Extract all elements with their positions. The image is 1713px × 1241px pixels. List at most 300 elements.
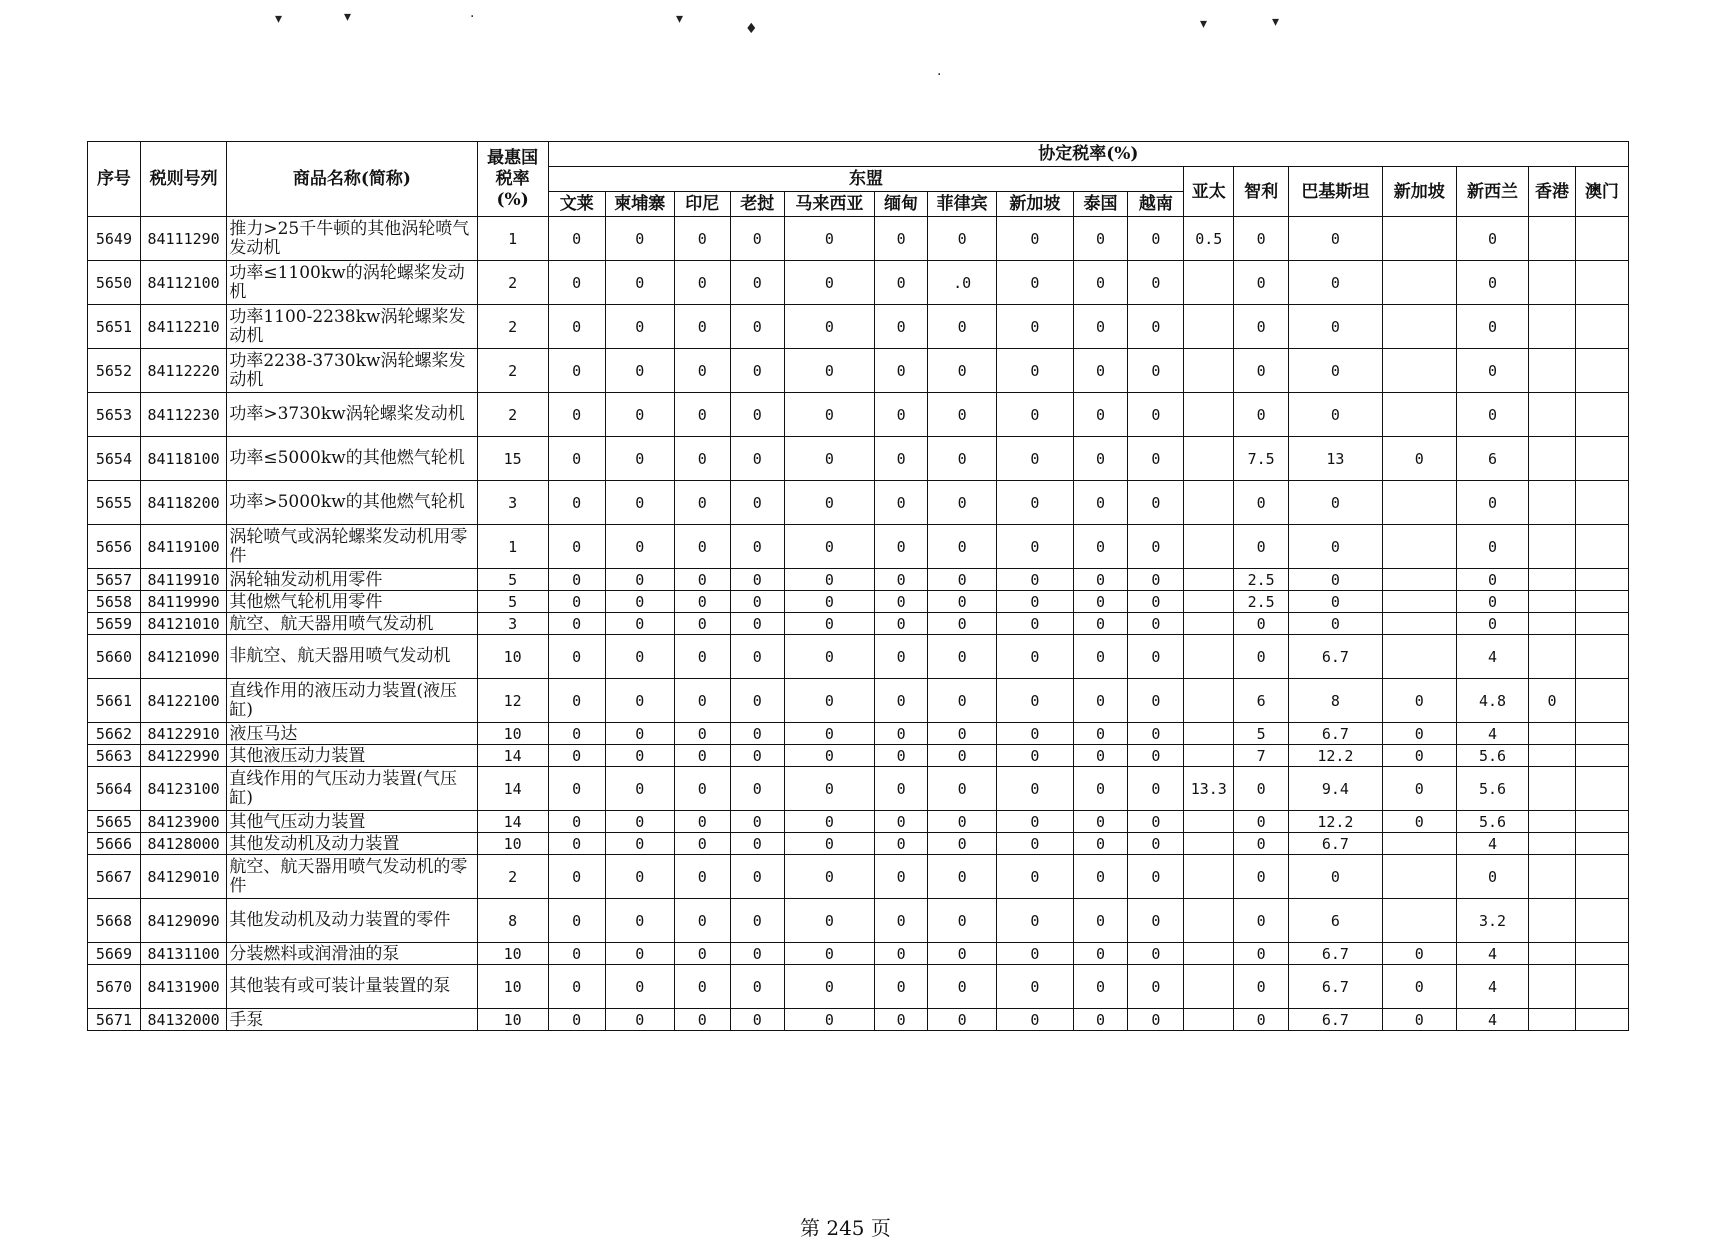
row-other-rate: 0: [1456, 261, 1528, 305]
header-asean-member: 马来西亚: [784, 192, 875, 217]
row-other-rate: [1575, 437, 1628, 481]
row-asean-rate: 0: [928, 723, 997, 745]
row-asean-rate: 0: [997, 635, 1073, 679]
row-asean-rate: 0: [784, 767, 875, 811]
row-name: 涡轮喷气或涡轮螺桨发动机用零件: [227, 525, 477, 569]
row-asean-rate: 0: [784, 679, 875, 723]
row-asean-rate: 0: [730, 1009, 784, 1031]
row-other-rate: 0: [1289, 349, 1383, 393]
row-other-rate: [1575, 943, 1628, 965]
row-asean-rate: 0: [875, 745, 928, 767]
row-code: 84123900: [140, 811, 226, 833]
row-asean-rate: 0: [875, 437, 928, 481]
row-asean-rate: 0: [1073, 569, 1128, 591]
row-asean-rate: 0: [548, 745, 605, 767]
row-asean-rate: 0: [548, 1009, 605, 1031]
row-other-rate: 5.6: [1456, 745, 1528, 767]
row-asean-rate: 0: [674, 305, 730, 349]
row-other-rate: [1184, 261, 1234, 305]
header-asean-member: 菲律宾: [928, 192, 997, 217]
row-other-rate: [1529, 811, 1576, 833]
row-asean-rate: 0: [674, 569, 730, 591]
row-name: 功率>3730kw涡轮螺桨发动机: [227, 393, 477, 437]
row-asean-rate: 0: [1128, 811, 1184, 833]
row-other-rate: 0: [1289, 569, 1383, 591]
row-asean-rate: 0: [730, 833, 784, 855]
row-other-rate: [1575, 635, 1628, 679]
table-row: [88, 635, 1629, 679]
row-seq: 5654: [88, 437, 141, 481]
scan-speck: ▾: [676, 11, 684, 27]
row-name: 功率≤5000kw的其他燃气轮机: [227, 437, 477, 481]
row-asean-rate: 0: [674, 481, 730, 525]
row-asean-rate: 0: [605, 613, 674, 635]
row-asean-rate: 0: [548, 811, 605, 833]
row-code: 84118200: [140, 481, 226, 525]
row-other-rate: [1575, 899, 1628, 943]
row-asean-rate: 0: [605, 679, 674, 723]
row-asean-rate: 0: [674, 745, 730, 767]
row-other-rate: 2.5: [1234, 591, 1289, 613]
row-other-rate: [1184, 481, 1234, 525]
row-seq: 5665: [88, 811, 141, 833]
row-asean-rate: 0: [730, 723, 784, 745]
table-row: [88, 965, 1629, 1009]
row-asean-rate: 0: [997, 745, 1073, 767]
row-code: 84119990: [140, 591, 226, 613]
row-asean-rate: 0: [1073, 261, 1128, 305]
row-code: 84118100: [140, 437, 226, 481]
row-seq: 5657: [88, 569, 141, 591]
row-other-rate: [1382, 349, 1456, 393]
row-other-rate: [1575, 261, 1628, 305]
row-asean-rate: 0: [730, 569, 784, 591]
row-seq: 5671: [88, 1009, 141, 1031]
row-other-rate: [1382, 217, 1456, 261]
row-other-rate: [1184, 833, 1234, 855]
row-code: 84119910: [140, 569, 226, 591]
row-asean-rate: 0: [674, 635, 730, 679]
row-name: 涡轮轴发动机用零件: [227, 569, 477, 591]
row-asean-rate: 0: [1073, 679, 1128, 723]
table-row: [88, 899, 1629, 943]
row-asean-rate: 0: [1128, 943, 1184, 965]
row-name: 其他燃气轮机用零件: [227, 591, 477, 613]
row-other-rate: 0: [1456, 305, 1528, 349]
row-name: 直线作用的气压动力装置(气压缸): [227, 767, 477, 811]
header-mfn: [477, 142, 548, 217]
row-seq: 5670: [88, 965, 141, 1009]
row-other-rate: 4: [1456, 833, 1528, 855]
row-other-rate: 0: [1234, 349, 1289, 393]
row-asean-rate: 0: [730, 481, 784, 525]
row-other-rate: [1529, 965, 1576, 1009]
row-other-rate: 6.7: [1289, 943, 1383, 965]
row-asean-rate: 0: [548, 767, 605, 811]
row-asean-rate: 0: [730, 965, 784, 1009]
row-other-rate: 0: [1234, 833, 1289, 855]
row-other-rate: 0: [1289, 525, 1383, 569]
row-asean-rate: 0: [875, 635, 928, 679]
row-asean-rate: 0: [674, 943, 730, 965]
row-mfn-rate: 2: [477, 393, 548, 437]
row-asean-rate: 0: [1073, 305, 1128, 349]
row-other-rate: [1382, 833, 1456, 855]
table-row: [88, 349, 1629, 393]
row-asean-rate: 0: [548, 305, 605, 349]
header-other: 智利: [1234, 167, 1289, 217]
row-asean-rate: 0: [997, 393, 1073, 437]
row-seq: 5664: [88, 767, 141, 811]
row-other-rate: [1575, 811, 1628, 833]
row-asean-rate: 0: [928, 613, 997, 635]
row-other-rate: [1529, 723, 1576, 745]
row-mfn-rate: 10: [477, 943, 548, 965]
row-other-rate: 0: [1234, 943, 1289, 965]
table-row: [88, 833, 1629, 855]
row-code: 84122100: [140, 679, 226, 723]
row-asean-rate: 0: [997, 261, 1073, 305]
row-asean-rate: 0: [730, 635, 784, 679]
row-other-rate: [1529, 217, 1576, 261]
row-mfn-rate: 5: [477, 591, 548, 613]
row-asean-rate: 0: [674, 261, 730, 305]
row-asean-rate: 0: [875, 305, 928, 349]
row-asean-rate: 0: [730, 679, 784, 723]
row-asean-rate: 0: [1128, 723, 1184, 745]
table-row: [88, 767, 1629, 811]
row-other-rate: 0: [1234, 635, 1289, 679]
table-row: [88, 811, 1629, 833]
row-asean-rate: 0: [1073, 965, 1128, 1009]
row-asean-rate: 0: [674, 613, 730, 635]
row-asean-rate: 0: [548, 635, 605, 679]
row-asean-rate: 0: [784, 833, 875, 855]
row-asean-rate: 0: [1128, 393, 1184, 437]
row-seq: 5650: [88, 261, 141, 305]
row-asean-rate: 0: [548, 591, 605, 613]
row-asean-rate: 0: [1128, 613, 1184, 635]
header-asean-member: 老挝: [730, 192, 784, 217]
row-asean-rate: 0: [997, 349, 1073, 393]
row-code: 84123100: [140, 767, 226, 811]
row-other-rate: [1529, 481, 1576, 525]
row-other-rate: [1184, 679, 1234, 723]
row-other-rate: 0: [1289, 393, 1383, 437]
row-asean-rate: 0: [875, 569, 928, 591]
row-asean-rate: 0: [784, 745, 875, 767]
row-asean-rate: 0: [997, 767, 1073, 811]
row-asean-rate: 0: [875, 943, 928, 965]
row-mfn-rate: 2: [477, 305, 548, 349]
row-name: 推力>25千牛顿的其他涡轮喷气发动机: [227, 217, 477, 261]
row-other-rate: [1575, 965, 1628, 1009]
row-other-rate: 5.6: [1456, 767, 1528, 811]
row-other-rate: 0: [1456, 349, 1528, 393]
row-other-rate: [1184, 745, 1234, 767]
row-other-rate: 6.7: [1289, 1009, 1383, 1031]
row-other-rate: [1382, 525, 1456, 569]
row-asean-rate: 0: [997, 855, 1073, 899]
row-asean-rate: 0: [997, 613, 1073, 635]
row-asean-rate: 0: [605, 811, 674, 833]
row-asean-rate: 0: [730, 525, 784, 569]
scan-speck: ▾: [275, 11, 283, 27]
row-other-rate: 0: [1529, 679, 1576, 723]
row-code: 84112100: [140, 261, 226, 305]
row-mfn-rate: 5: [477, 569, 548, 591]
row-other-rate: 0: [1382, 943, 1456, 965]
row-other-rate: 0: [1382, 679, 1456, 723]
row-other-rate: [1184, 811, 1234, 833]
row-asean-rate: 0: [548, 525, 605, 569]
row-asean-rate: 0: [605, 855, 674, 899]
row-mfn-rate: 3: [477, 613, 548, 635]
row-asean-rate: 0: [997, 569, 1073, 591]
row-other-rate: [1382, 591, 1456, 613]
row-asean-rate: 0: [928, 305, 997, 349]
row-asean-rate: 0: [928, 679, 997, 723]
row-asean-rate: 0: [1073, 525, 1128, 569]
row-other-rate: 0: [1382, 1009, 1456, 1031]
scan-speck: ·: [470, 9, 475, 25]
row-asean-rate: 0: [875, 767, 928, 811]
scan-speck: ·: [937, 67, 942, 83]
row-asean-rate: 0: [1128, 635, 1184, 679]
row-asean-rate: 0: [1128, 899, 1184, 943]
row-asean-rate: 0: [784, 569, 875, 591]
table-row: [88, 723, 1629, 745]
row-other-rate: [1529, 855, 1576, 899]
row-asean-rate: 0: [875, 833, 928, 855]
row-asean-rate: 0: [1128, 437, 1184, 481]
row-asean-rate: 0: [928, 481, 997, 525]
row-other-rate: 0: [1382, 811, 1456, 833]
row-other-rate: [1529, 833, 1576, 855]
row-asean-rate: 0: [997, 305, 1073, 349]
row-asean-rate: 0: [784, 613, 875, 635]
scan-speck: ▾: [344, 9, 352, 25]
scan-speck: ▾: [1272, 14, 1280, 30]
row-asean-rate: 0: [605, 943, 674, 965]
row-mfn-rate: 14: [477, 767, 548, 811]
row-asean-rate: 0: [1073, 349, 1128, 393]
row-asean-rate: 0: [997, 943, 1073, 965]
row-asean-rate: 0: [928, 1009, 997, 1031]
row-asean-rate: 0: [997, 899, 1073, 943]
row-asean-rate: 0: [928, 349, 997, 393]
row-other-rate: [1382, 393, 1456, 437]
row-other-rate: [1575, 481, 1628, 525]
row-other-rate: [1184, 569, 1234, 591]
row-other-rate: 0: [1456, 393, 1528, 437]
row-other-rate: 9.4: [1289, 767, 1383, 811]
row-other-rate: [1575, 591, 1628, 613]
row-asean-rate: 0: [605, 635, 674, 679]
row-asean-rate: 0: [928, 393, 997, 437]
scan-speck: ▾: [1200, 16, 1208, 32]
row-other-rate: [1382, 481, 1456, 525]
row-mfn-rate: 14: [477, 811, 548, 833]
row-asean-rate: 0: [1128, 261, 1184, 305]
row-other-rate: 4: [1456, 965, 1528, 1009]
row-other-rate: 4: [1456, 1009, 1528, 1031]
row-asean-rate: 0: [997, 679, 1073, 723]
row-asean-rate: 0: [730, 349, 784, 393]
row-other-rate: 0: [1234, 855, 1289, 899]
row-name: 其他发动机及动力装置的零件: [227, 899, 477, 943]
row-asean-rate: 0: [784, 591, 875, 613]
row-asean-rate: 0: [875, 965, 928, 1009]
row-other-rate: [1184, 305, 1234, 349]
row-mfn-rate: 14: [477, 745, 548, 767]
row-asean-rate: 0: [875, 525, 928, 569]
row-other-rate: 0: [1289, 591, 1383, 613]
row-other-rate: 12.2: [1289, 811, 1383, 833]
row-other-rate: 0: [1456, 613, 1528, 635]
row-asean-rate: 0: [730, 437, 784, 481]
row-asean-rate: 0: [1073, 437, 1128, 481]
row-asean-rate: 0: [1073, 723, 1128, 745]
row-name: 液压马达: [227, 723, 477, 745]
row-seq: 5658: [88, 591, 141, 613]
row-other-rate: 0: [1289, 855, 1383, 899]
row-asean-rate: 0: [1073, 393, 1128, 437]
row-seq: 5661: [88, 679, 141, 723]
row-mfn-rate: 1: [477, 525, 548, 569]
row-asean-rate: 0: [1128, 679, 1184, 723]
row-asean-rate: 0: [1128, 569, 1184, 591]
row-asean-rate: 0: [730, 591, 784, 613]
row-other-rate: 6: [1234, 679, 1289, 723]
row-other-rate: [1382, 305, 1456, 349]
row-mfn-rate: 12: [477, 679, 548, 723]
row-other-rate: [1529, 349, 1576, 393]
table-row: [88, 393, 1629, 437]
row-asean-rate: 0: [605, 217, 674, 261]
row-asean-rate: 0: [784, 635, 875, 679]
row-asean-rate: 0: [784, 723, 875, 745]
row-code: 84121090: [140, 635, 226, 679]
row-asean-rate: 0: [784, 899, 875, 943]
row-other-rate: [1575, 679, 1628, 723]
table-row: [88, 437, 1629, 481]
row-name: 其他装有或可装计量装置的泵: [227, 965, 477, 1009]
row-other-rate: [1575, 217, 1628, 261]
row-other-rate: 0: [1382, 437, 1456, 481]
row-other-rate: [1184, 855, 1234, 899]
row-asean-rate: 0: [548, 965, 605, 1009]
row-asean-rate: 0: [1073, 613, 1128, 635]
row-other-rate: [1184, 943, 1234, 965]
row-other-rate: 0: [1382, 723, 1456, 745]
row-name: 非航空、航天器用喷气发动机: [227, 635, 477, 679]
row-other-rate: 0: [1456, 217, 1528, 261]
row-asean-rate: 0: [928, 635, 997, 679]
row-asean-rate: 0: [605, 349, 674, 393]
table-row: [88, 943, 1629, 965]
row-other-rate: 6.7: [1289, 833, 1383, 855]
row-asean-rate: 0: [1128, 525, 1184, 569]
row-seq: 5651: [88, 305, 141, 349]
header-seq: 序号: [88, 142, 141, 217]
header-other: 香港: [1529, 167, 1576, 217]
row-other-rate: [1382, 899, 1456, 943]
header-asean: 东盟: [548, 167, 1184, 192]
row-asean-rate: 0: [928, 767, 997, 811]
row-asean-rate: 0: [730, 899, 784, 943]
row-asean-rate: 0: [548, 437, 605, 481]
row-other-rate: [1529, 437, 1576, 481]
row-code: 84129090: [140, 899, 226, 943]
row-other-rate: [1382, 855, 1456, 899]
row-mfn-rate: 10: [477, 1009, 548, 1031]
row-seq: 5660: [88, 635, 141, 679]
row-other-rate: [1184, 965, 1234, 1009]
row-other-rate: 5.6: [1456, 811, 1528, 833]
header-other: 新西兰: [1456, 167, 1528, 217]
row-asean-rate: 0: [784, 437, 875, 481]
row-asean-rate: 0: [548, 833, 605, 855]
row-other-rate: 0: [1234, 261, 1289, 305]
row-asean-rate: 0: [997, 811, 1073, 833]
row-mfn-rate: 1: [477, 217, 548, 261]
row-other-rate: [1184, 613, 1234, 635]
row-other-rate: 0: [1234, 965, 1289, 1009]
row-other-rate: [1529, 1009, 1576, 1031]
row-asean-rate: 0: [928, 833, 997, 855]
row-name: 功率2238-3730kw涡轮螺桨发动机: [227, 349, 477, 393]
row-code: 84131100: [140, 943, 226, 965]
row-other-rate: [1382, 613, 1456, 635]
row-code: 84121010: [140, 613, 226, 635]
row-other-rate: [1529, 393, 1576, 437]
row-asean-rate: 0: [997, 217, 1073, 261]
table-row: [88, 745, 1629, 767]
row-asean-rate: 0: [548, 855, 605, 899]
row-seq: 5667: [88, 855, 141, 899]
row-other-rate: 0: [1234, 305, 1289, 349]
row-asean-rate: 0: [997, 833, 1073, 855]
row-mfn-rate: 10: [477, 635, 548, 679]
row-other-rate: 0: [1289, 613, 1383, 635]
row-other-rate: 0: [1234, 899, 1289, 943]
row-asean-rate: 0: [928, 943, 997, 965]
row-name: 其他气压动力装置: [227, 811, 477, 833]
row-other-rate: 0: [1289, 305, 1383, 349]
row-asean-rate: 0: [997, 437, 1073, 481]
row-other-rate: 8: [1289, 679, 1383, 723]
row-other-rate: [1382, 635, 1456, 679]
row-asean-rate: 0: [784, 481, 875, 525]
row-other-rate: [1184, 591, 1234, 613]
table-row: [88, 855, 1629, 899]
row-mfn-rate: 8: [477, 899, 548, 943]
row-other-rate: 0.5: [1184, 217, 1234, 261]
row-seq: 5662: [88, 723, 141, 745]
row-other-rate: 4: [1456, 635, 1528, 679]
row-other-rate: 0: [1234, 525, 1289, 569]
row-seq: 5652: [88, 349, 141, 393]
row-asean-rate: 0: [875, 393, 928, 437]
row-other-rate: 0: [1456, 569, 1528, 591]
row-other-rate: 4: [1456, 943, 1528, 965]
row-asean-rate: 0: [674, 591, 730, 613]
row-asean-rate: 0: [674, 899, 730, 943]
row-asean-rate: 0: [928, 899, 997, 943]
row-name: 分装燃料或润滑油的泵: [227, 943, 477, 965]
row-other-rate: 3.2: [1456, 899, 1528, 943]
